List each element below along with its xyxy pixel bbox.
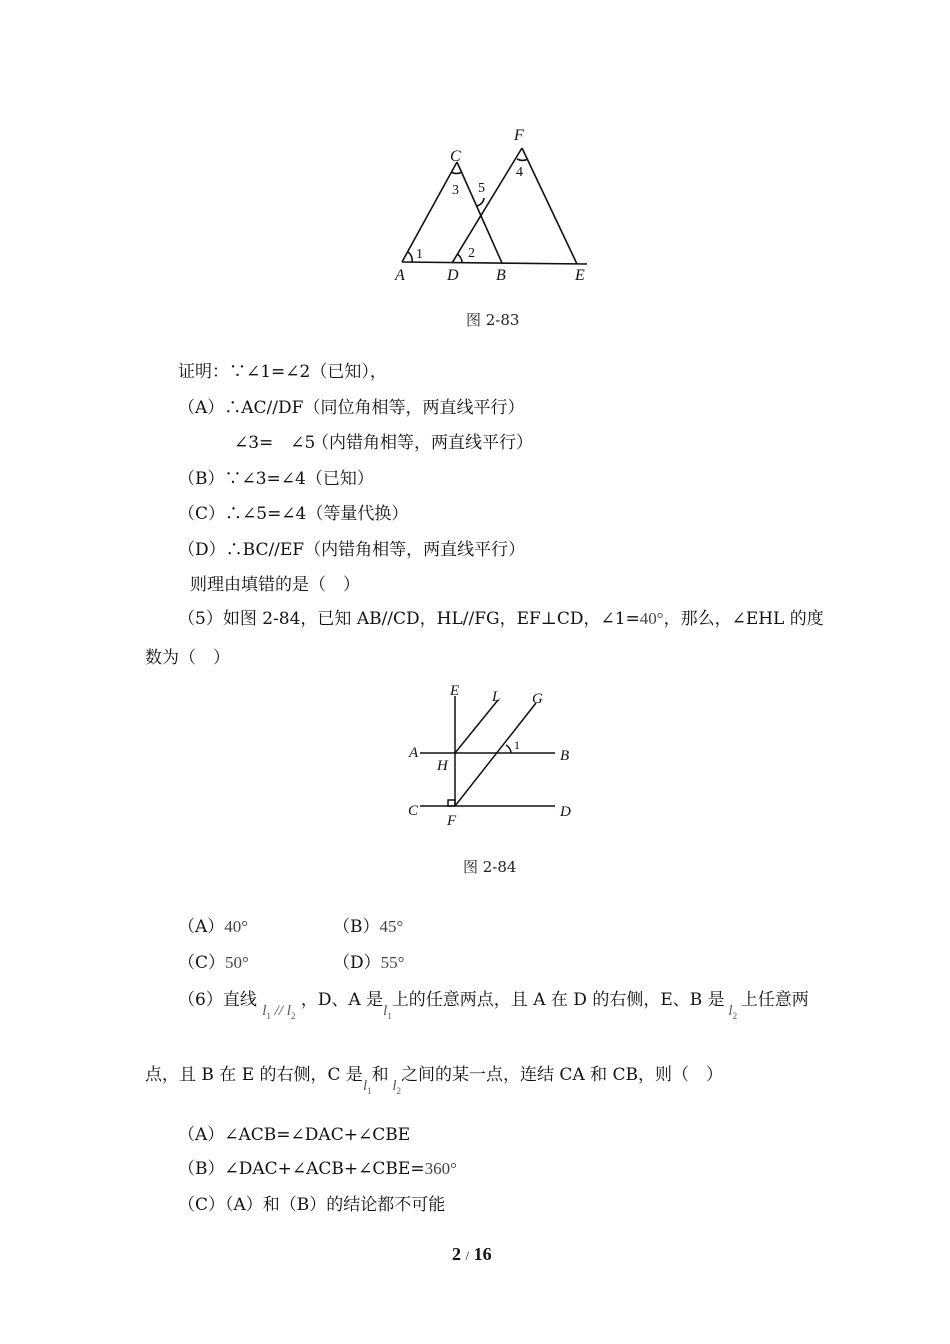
proof-line-a: （A）∴AC//DF（同位角相等，两直线平行） [178, 398, 525, 418]
q6-text-2: ，D、A 是 [300, 990, 384, 1010]
proof-line-d: （D）∴BC//EF（内错角相等，两直线平行） [178, 540, 526, 560]
q5-text-a: （5）如图 2-84，已知 AB//CD，HL//FG，EF⊥CD，∠1= [178, 609, 640, 629]
angle-1-arc [408, 252, 412, 262]
q5-option-c-key: （C） [178, 953, 226, 973]
q5-option-b-value: 45° [379, 917, 404, 936]
proof-line-c: （C）∴∠5=∠4（等量代换） [178, 504, 409, 524]
q5-option-d-value: 55° [380, 953, 405, 972]
q5-text-b: ，那么，∠EHL 的度 [663, 609, 824, 629]
line-fe [522, 148, 577, 264]
line-cb [457, 162, 502, 263]
q6-option-b-value: 360° [424, 1159, 457, 1178]
line-ac [402, 162, 457, 262]
q6-l1-a: $l_1 // l_2$ [262, 1003, 296, 1021]
label-c: C [450, 148, 461, 165]
figure-2-84 [400, 678, 590, 828]
q6-l2-b: $l_2$ [392, 1078, 402, 1096]
label-g: G [532, 691, 543, 707]
label-a: A [395, 267, 405, 284]
q6-text-7: 之间的某一点，连结 CA 和 CB，则（ ） [401, 1065, 724, 1085]
q5-line-1 [178, 609, 824, 629]
label-h: H [437, 758, 448, 774]
proof-line-reason: （内错角相等，两直线平行） [312, 433, 533, 453]
figure-2-83 [390, 120, 600, 290]
angle-4-label: 4 [516, 165, 523, 180]
label-f: F [447, 813, 457, 828]
q6-text-4: 上任意两 [740, 990, 809, 1010]
page-slash: / [465, 1248, 470, 1263]
page-number [452, 1244, 492, 1265]
label-b: B [560, 748, 570, 764]
angle-4-arc [517, 159, 528, 160]
figure-2-83-caption: 图 2-83 [466, 311, 520, 329]
q6-text-5: 点，且 B 在 E 的右侧，C 是 [145, 1065, 363, 1085]
q5-option-c-value: 50° [225, 953, 249, 972]
q5-option-a-value: 40° [224, 917, 249, 936]
line-ae [402, 262, 587, 264]
angle-1-label: 1 [514, 738, 520, 752]
label-e: E [575, 267, 585, 284]
proof-line-angle: ∠3= ∠5 [234, 433, 316, 453]
q6-line-2 [145, 1065, 724, 1096]
q6-option-b [178, 1159, 457, 1179]
label-a: A [409, 745, 419, 761]
proof-intro: 证明：∵∠1=∠2（已知）， [178, 362, 387, 382]
q5-option-b [333, 917, 403, 937]
q6-option-b-text: （B）∠DAC+∠ACB+∠CBE= [178, 1159, 425, 1179]
angle-1-label: 1 [416, 247, 423, 262]
angle-3-arc [451, 172, 462, 173]
q6-line-1 [178, 990, 809, 1021]
page-total: 16 [473, 1244, 492, 1264]
right-angle-mark [448, 800, 455, 806]
q6-l1-c: $l_1$ [362, 1078, 372, 1096]
q6-option-c: （C）（A）和（B）的结论都不可能 [178, 1195, 446, 1215]
label-l: L [492, 689, 501, 705]
angle-2-label: 2 [468, 246, 475, 261]
q6-option-a: （A）∠ACB=∠DAC+∠CBE [178, 1125, 411, 1145]
q6-text-6: 和 [371, 1065, 389, 1085]
proof-line-b: （B）∵∠3=∠4（已知） [178, 469, 374, 489]
figure-2-84-caption: 图 2-84 [463, 858, 517, 876]
q6-text-1: （6）直线 [178, 990, 257, 1010]
angle-5-arc [476, 198, 484, 206]
q6-l2-a: $l_2$ [728, 1003, 738, 1021]
q5-option-c [178, 953, 249, 973]
line-fg [455, 703, 536, 806]
angle-2-arc [457, 254, 462, 263]
q5-angle-value: 40° [639, 609, 664, 628]
label-d: D [560, 804, 571, 820]
q5-option-b-key: （B） [333, 917, 380, 937]
q6-l1-b: $l_1$ [383, 1003, 392, 1021]
label-c: C [408, 803, 419, 819]
label-b: B [496, 267, 506, 284]
q5-option-d-key: （D） [333, 953, 381, 973]
proof-question: 则理由填错的是（ ） [190, 575, 360, 595]
label-e: E [450, 683, 460, 699]
q5-option-d [333, 953, 404, 973]
line-df [452, 148, 522, 263]
angle-1-arc [506, 745, 511, 753]
line-hl [455, 700, 498, 753]
angle-5-label: 5 [478, 181, 485, 196]
label-f: F [514, 127, 524, 144]
page-current: 2 [452, 1244, 461, 1264]
label-d: D [447, 267, 459, 284]
q5-line-2: 数为（ ） [145, 648, 230, 668]
angle-3-label: 3 [452, 183, 459, 198]
q5-option-a [178, 917, 248, 937]
q5-option-a-key: （A） [178, 917, 225, 937]
q6-text-3: 上的任意两点，且 A 在 D 的右侧，E、B 是 [391, 990, 725, 1010]
